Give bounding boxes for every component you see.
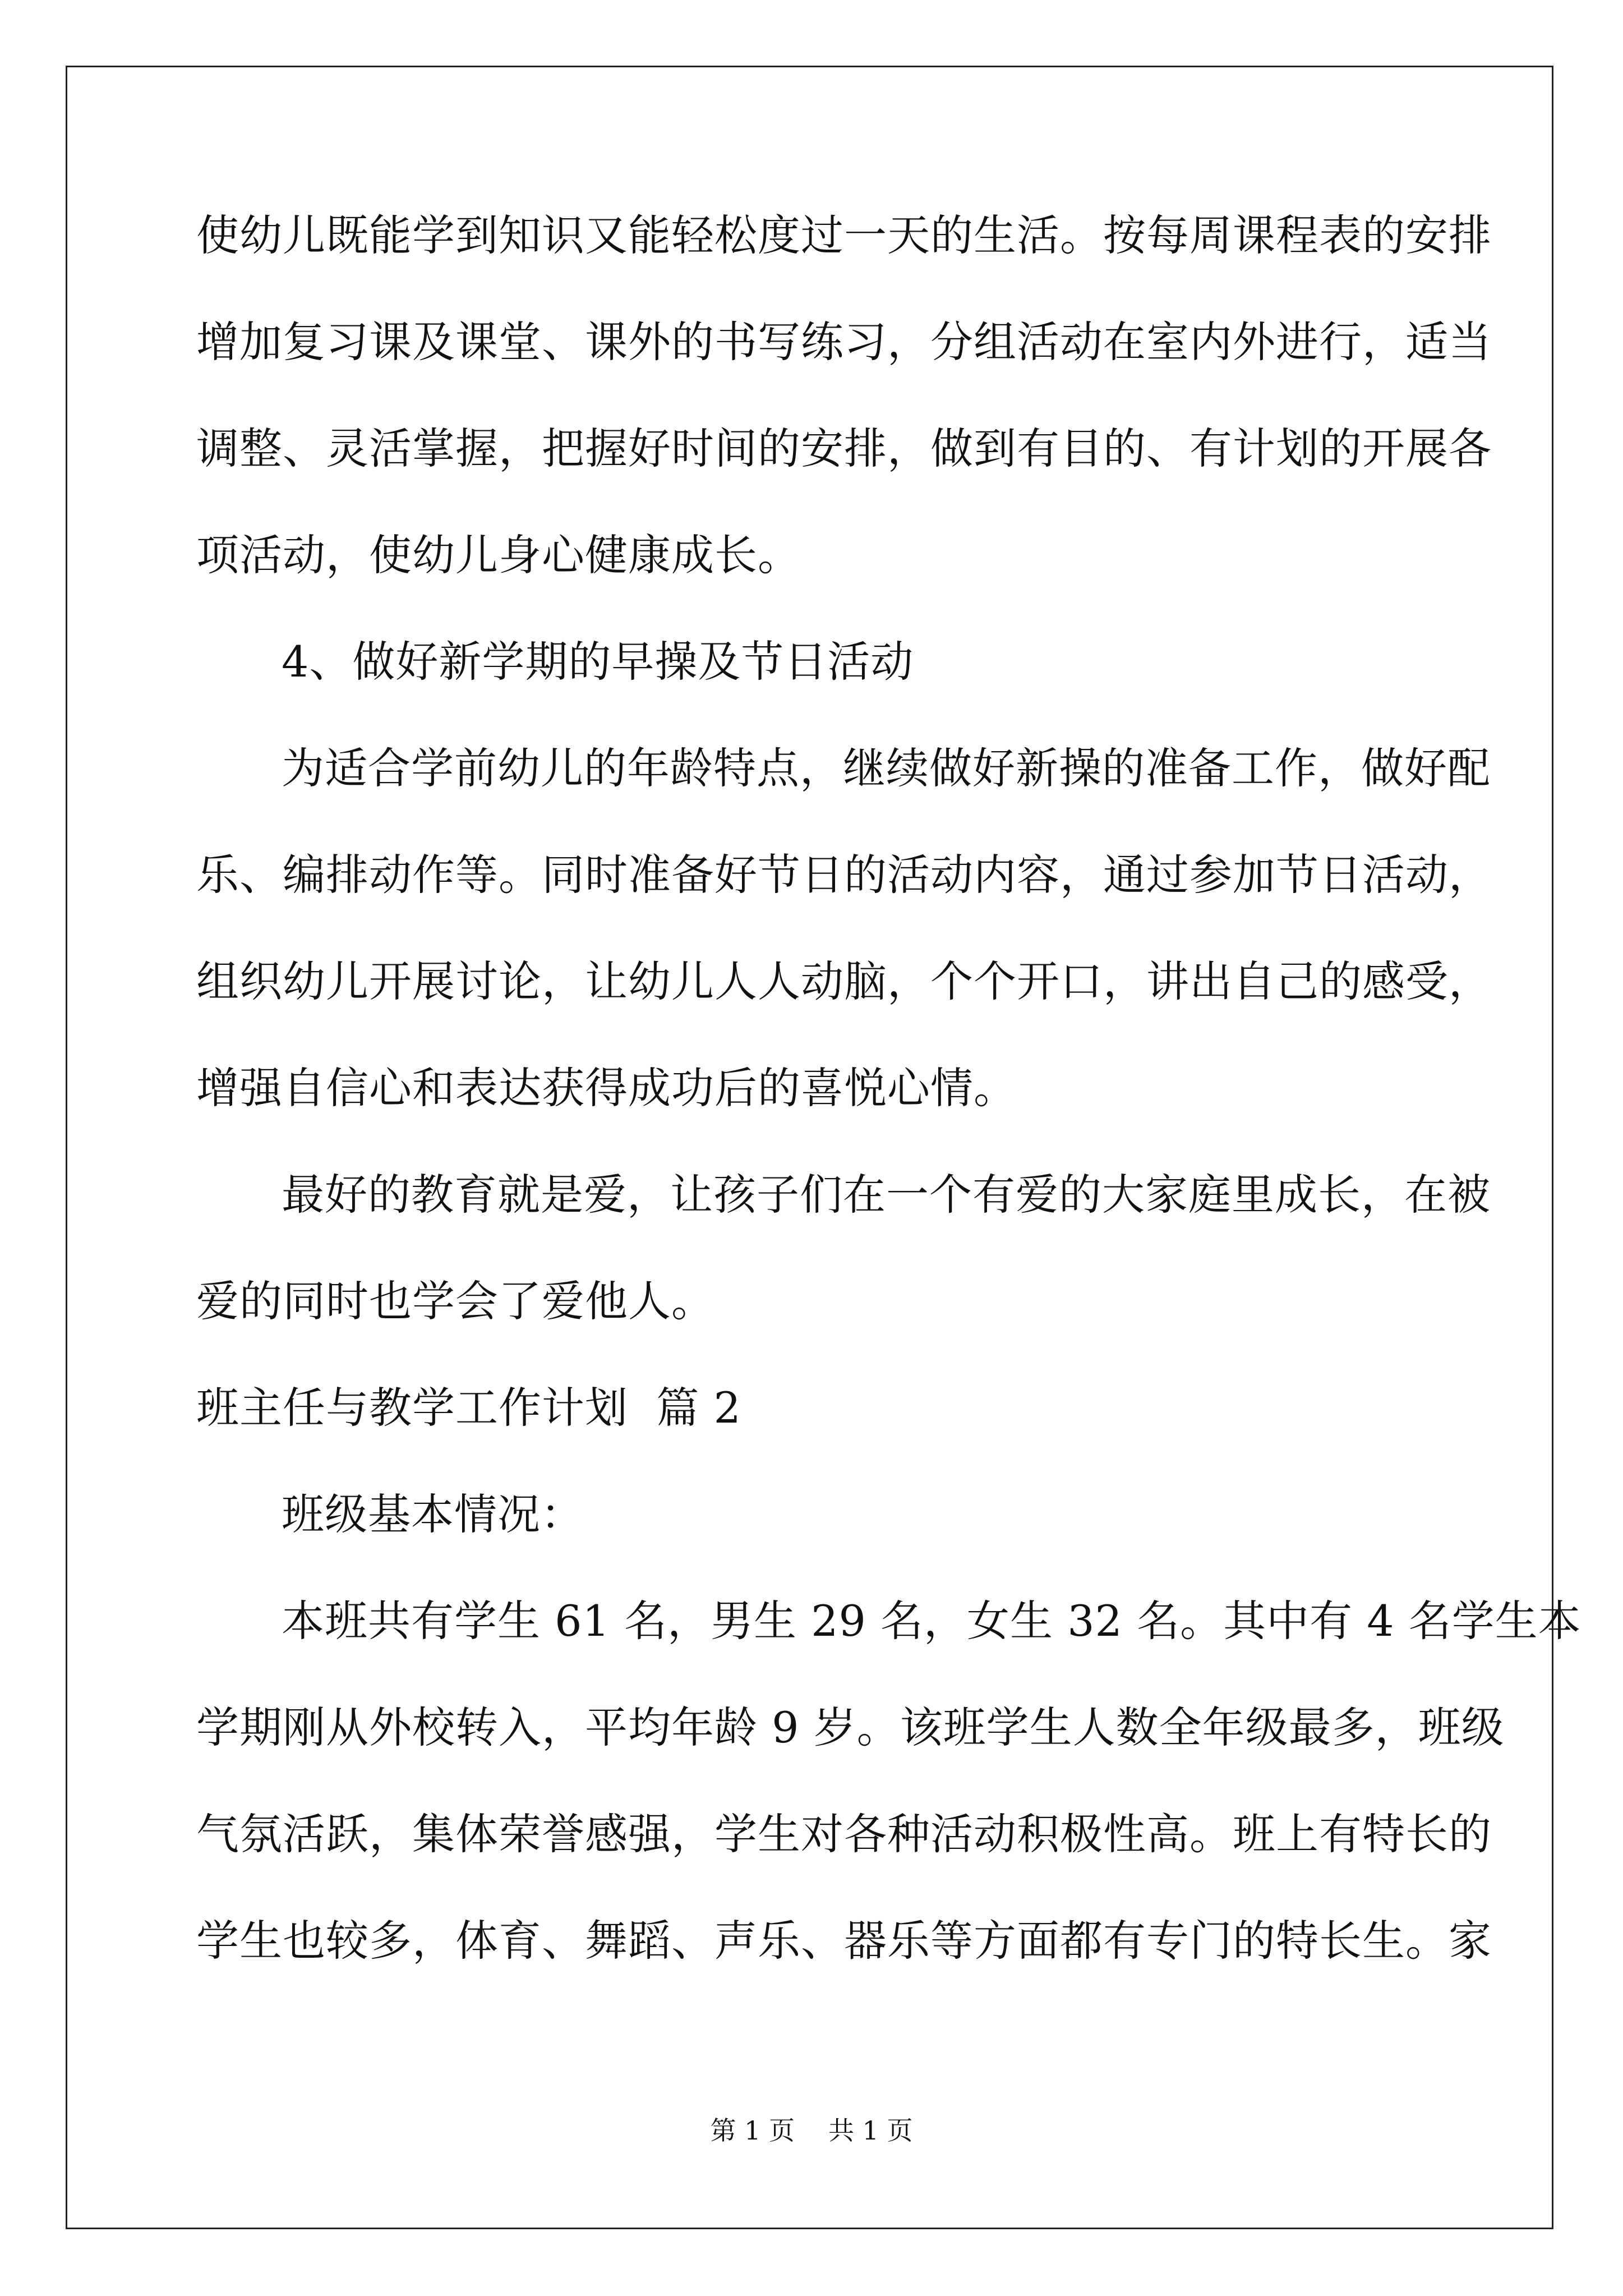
paragraph-line: 项活动，使幼儿身心健康成长。 [196,530,801,580]
section-heading: 班级基本情况： [282,1489,584,1539]
page-number: 第 1 页 [710,2115,795,2146]
paragraph-line: 增加复习课及课堂、课外的书写练习，分组活动在室内外进行，适当 [196,317,1492,367]
paragraph-line: 乐、编排动作等。同时准备好节日的活动内容，通过参加节日活动， [196,850,1492,900]
paragraph-line: 最好的教育就是爱，让孩子们在一个有爱的大家庭里成长，在被 [282,1170,1491,1220]
paragraph-line: 为适合学前幼儿的年龄特点，继续做好新操的准备工作，做好配 [282,743,1491,793]
page-border [66,66,1581,2229]
paragraph-line: 本班共有学生 61 名，男生 29 名，女生 32 名。其中有 4 名学生本 [282,1596,1581,1646]
paragraph-line: 学生也较多，体育、舞蹈、声乐、器乐等方面都有专门的特长生。家 [196,1916,1492,1966]
paragraph-line: 组织幼儿开展讨论，让幼儿人人动脑，个个开口，讲出自己的感受， [196,956,1492,1006]
paragraph-line: 调整、灵活掌握，把握好时间的安排，做到有目的、有计划的开展各 [196,424,1492,473]
article-title: 班主任与教学工作计划 篇 2 [196,1383,741,1433]
page-footer [0,2114,1623,2147]
paragraph-line: 爱的同时也学会了爱他人。 [196,1276,714,1326]
paragraph-line: 气氛活跃，集体荣誉感强，学生对各种活动积极性高。班上有特长的 [196,1809,1492,1859]
paragraph-line: 学期刚从外校转入，平均年龄 9 岁。该班学生人数全年级最多，班级 [196,1703,1505,1752]
section-heading: 4、做好新学期的早操及节日活动 [282,637,914,687]
paragraph-line: 使幼儿既能学到知识又能轻松度过一天的生活。按每周课程表的安排 [196,210,1492,260]
page-total: 共 1 页 [828,2115,913,2146]
paragraph-line: 增强自信心和表达获得成功后的喜悦心情。 [196,1063,1017,1113]
